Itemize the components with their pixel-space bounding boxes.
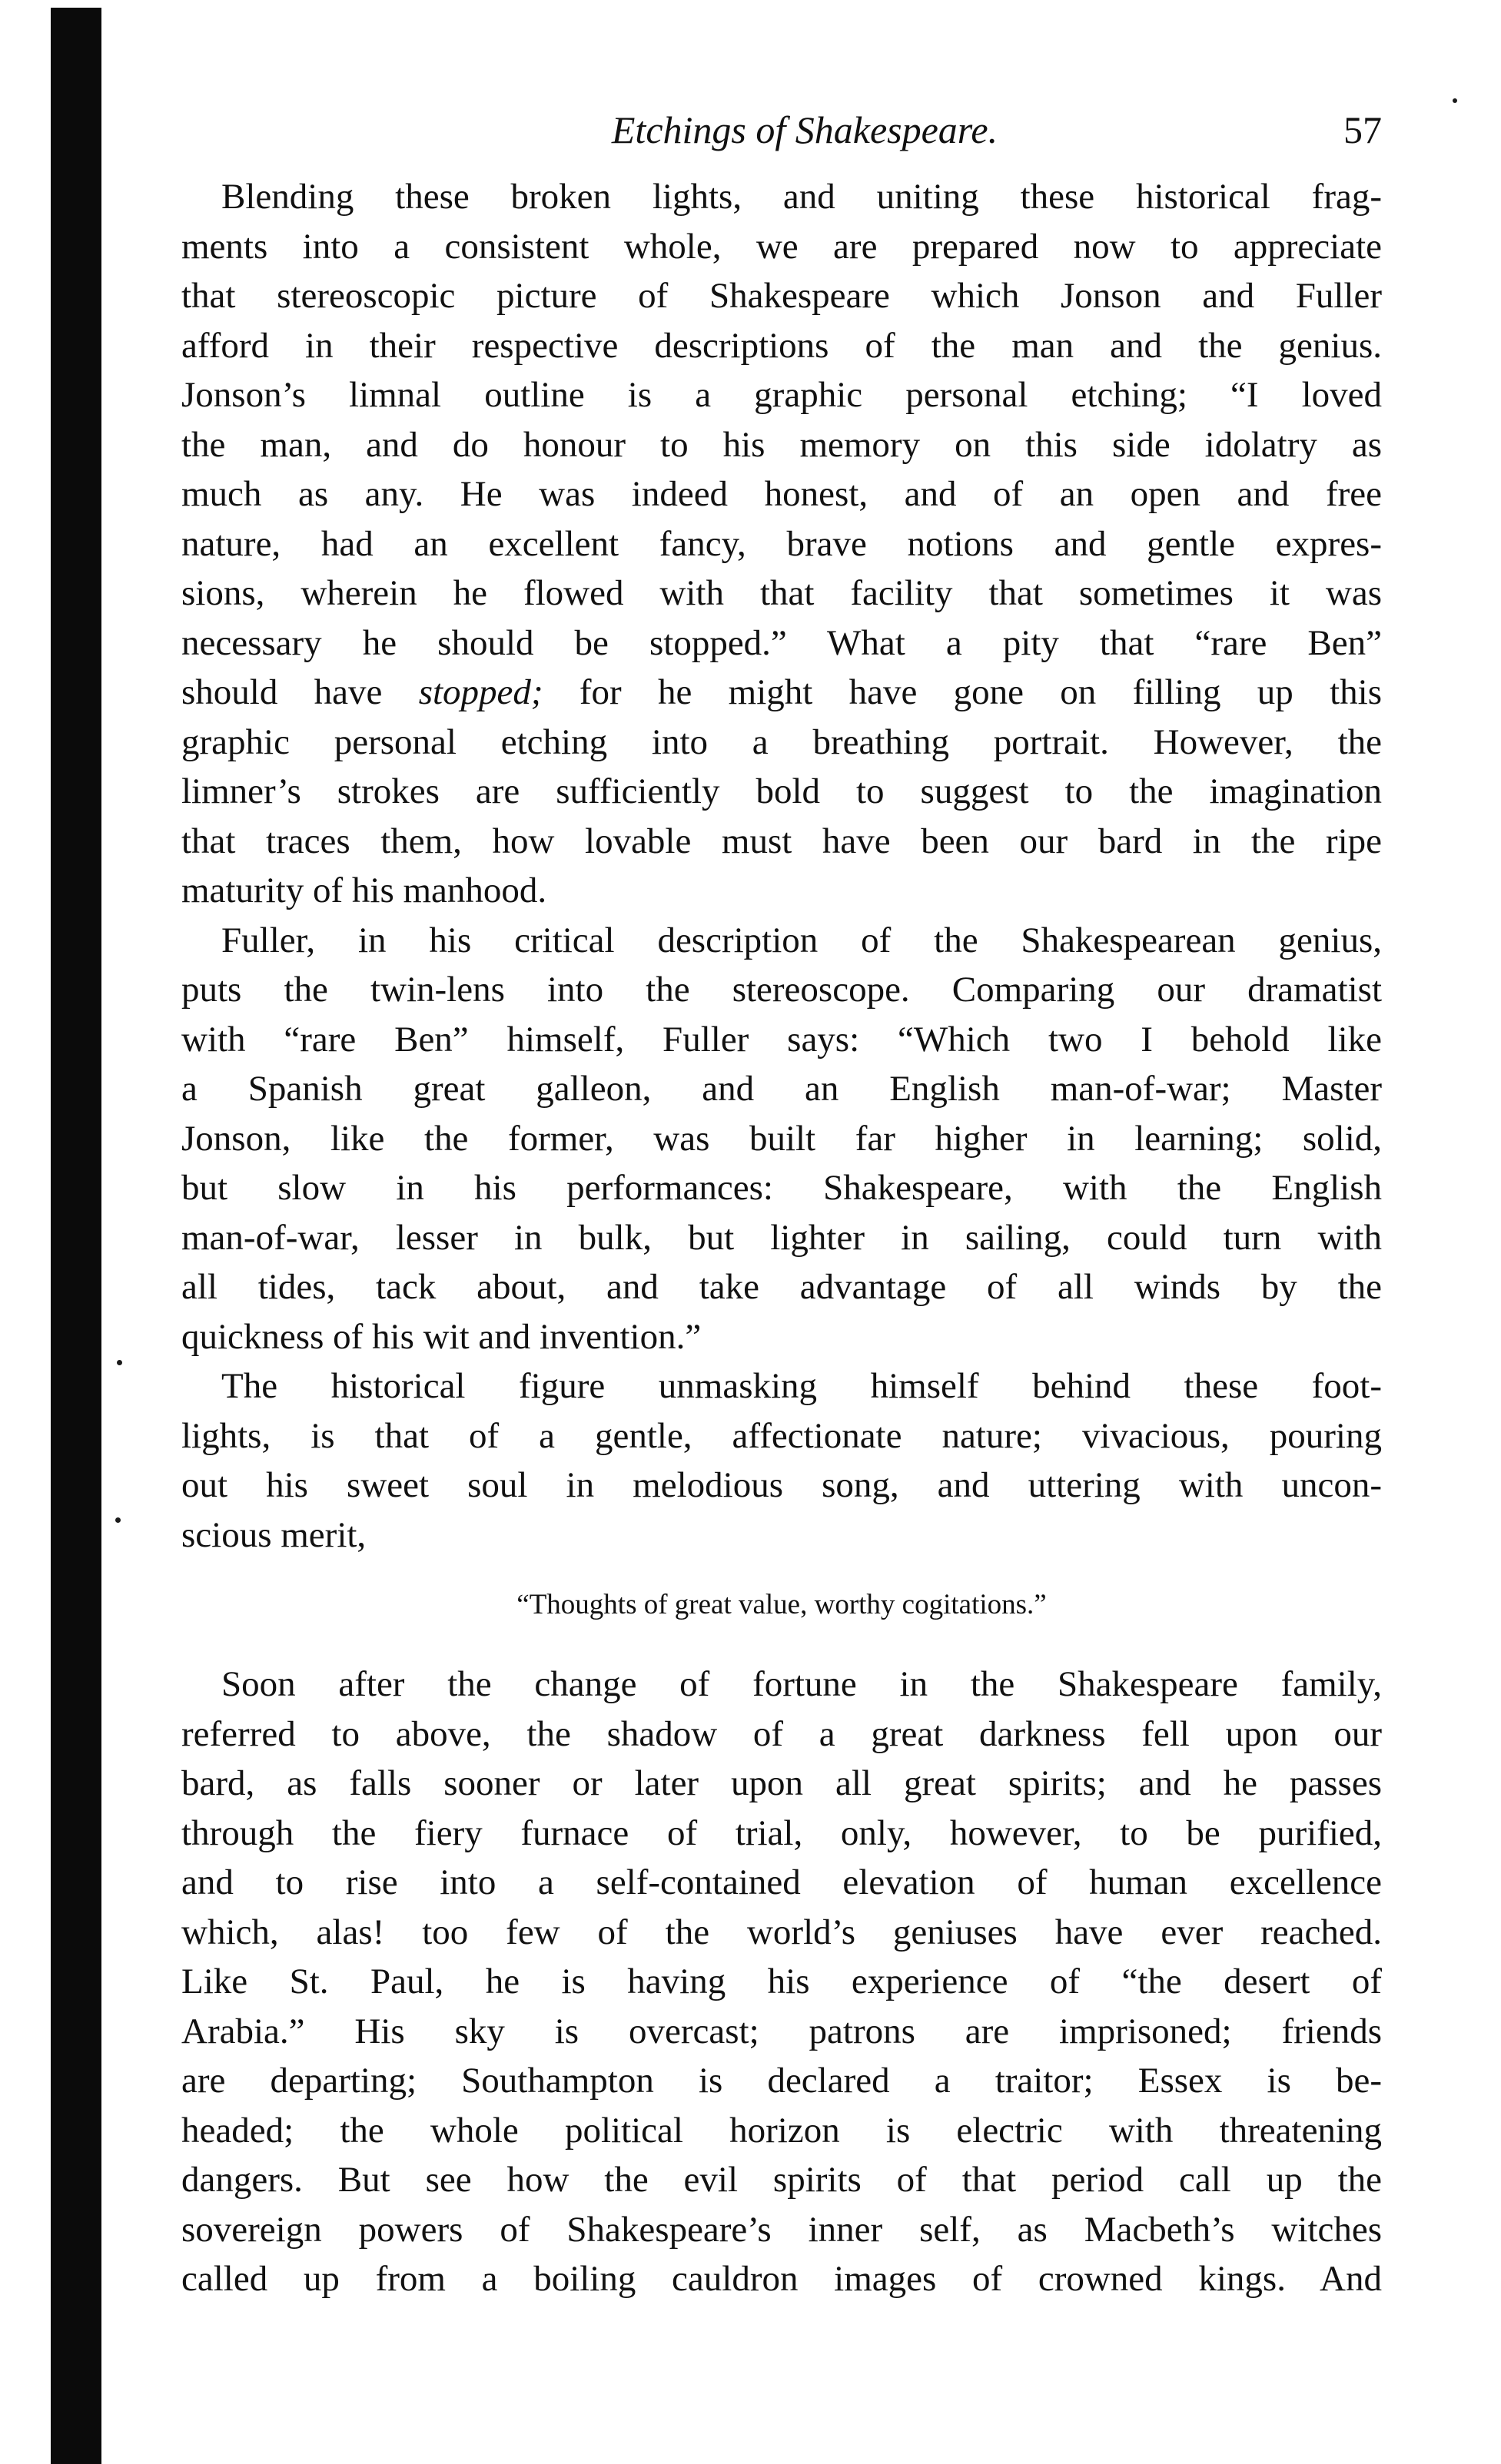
text-line: but slow in his performances: Shakespeare, with the English [181, 1168, 1382, 1208]
text-line: referred to above, the shadow of a great darkness fell upon our [181, 1713, 1382, 1754]
italic-word: stopped; [418, 672, 543, 712]
text-line: a Spanish great galleon, and an English man-of-war; Master [181, 1069, 1382, 1109]
book-page [181, 108, 1382, 2304]
text-line: quickness of his wit and invention.” [181, 1316, 702, 1357]
text-line: the man, and do honour to his memory on this side idolatry as [181, 424, 1382, 465]
binding-shadow [51, 8, 101, 2464]
paragraph-2 [181, 916, 1382, 1362]
text-line: sovereign powers of Shakespeare’s inner self, as Macbeth’s witches [181, 2209, 1382, 2250]
text-line: bard, as falls sooner or later upon all great spirits; and he passes [181, 1763, 1382, 1803]
scan-speck [115, 1517, 121, 1523]
paragraph-4 [181, 1660, 1382, 2304]
text-line: Jonson’s limnal outline is a graphic personal etching; “I loved [181, 375, 1382, 415]
text-line: that stereoscopic picture of Shakespeare which Jonson and Fuller [181, 276, 1382, 316]
text-line: sions, wherein he flowed with that facility that sometimes it was [181, 573, 1382, 613]
text-line: nature, had an excellent fancy, brave notions and gentle expres- [181, 523, 1382, 564]
text-line: and to rise into a self-contained elevation of human excellence [181, 1862, 1382, 1902]
text-line: Like St. Paul, he is having his experience of “the desert of [181, 1962, 1382, 2001]
text-line: with “rare Ben” himself, Fuller says: “Which two I behold like [181, 1019, 1382, 1060]
text-line: much as any. He was indeed honest, and of an open and free [181, 474, 1382, 514]
text-line: lights, is that of a gentle, affectionate nature; vivacious, pouring [181, 1415, 1382, 1456]
text-line: The historical figure unmasking himself behind these foot- [221, 1366, 1382, 1406]
text-line: graphic personal etching into a breathing portrait. However, the [181, 721, 1382, 762]
text-line: are departing; Southampton is declared a traitor; Essex is be- [181, 2061, 1382, 2101]
text-line: scious merit, [181, 1514, 367, 1555]
text-line: necessary he should be stopped.” What a pity that “rare Ben” [181, 622, 1382, 663]
paragraph-3 [181, 1361, 1382, 1560]
text-line: Jonson, like the former, was built far higher in learning; solid, [181, 1118, 1382, 1159]
text-line: limner’s strokes are sufficiently bold to suggest to the imagination [181, 771, 1382, 811]
text-line: afford in their respective descriptions of the man and the genius. [181, 325, 1382, 366]
text-line: Blending these broken lights, and uniting these historical frag- [221, 177, 1382, 217]
text-line: Arabia.” His sky is overcast; patrons are imprisoned; friends [181, 2011, 1382, 2051]
line-segment: should have [181, 672, 419, 712]
scan-speck [117, 1360, 122, 1365]
line-segment: for he might have gone on filling up this [543, 672, 1382, 712]
text-line: dangers. But see how the evil spirits of that period call up the [181, 2160, 1382, 2200]
block-quote: “Thoughts of great value, worthy cogitations.” [516, 1589, 1047, 1620]
text-line-with-italic [181, 668, 1382, 718]
text-line: ments into a consistent whole, we are prepared now to appreciate [181, 226, 1382, 267]
paragraph-1 [181, 172, 1382, 916]
text-line: Fuller, in his critical description of the Shakespearean genius, [221, 920, 1382, 960]
scan-speck [1453, 98, 1457, 103]
text-line: man-of-war, lesser in bulk, but lighter in sailing, could turn with [181, 1217, 1382, 1258]
text-line: puts the twin-lens into the stereoscope. Comparing our dramatist [181, 970, 1382, 1010]
text-line: maturity of his manhood. [181, 871, 547, 910]
text-line: called up from a boiling cauldron images of crowned kings. And [181, 2259, 1382, 2299]
text-line: through the fiery furnace of trial, only, however, to be purified, [181, 1812, 1382, 1853]
running-head [181, 108, 1382, 172]
text-line: all tides, tack about, and take advantage of all winds by the [181, 1267, 1382, 1307]
page-number: 57 [1343, 108, 1382, 151]
text-line: Soon after the change of fortune in the Shakespeare family, [221, 1664, 1382, 1704]
text-line: out his sweet soul in melodious song, and uttering with uncon- [181, 1465, 1382, 1505]
text-line: headed; the whole political horizon is electric with threatening [181, 2110, 1382, 2151]
running-title: Etchings of Shakespeare. [611, 108, 998, 151]
text-line: that traces them, how lovable must have been our bard in the ripe [181, 821, 1382, 861]
text-line: which, alas! too few of the world’s geniuses have ever reached. [181, 1912, 1382, 1952]
